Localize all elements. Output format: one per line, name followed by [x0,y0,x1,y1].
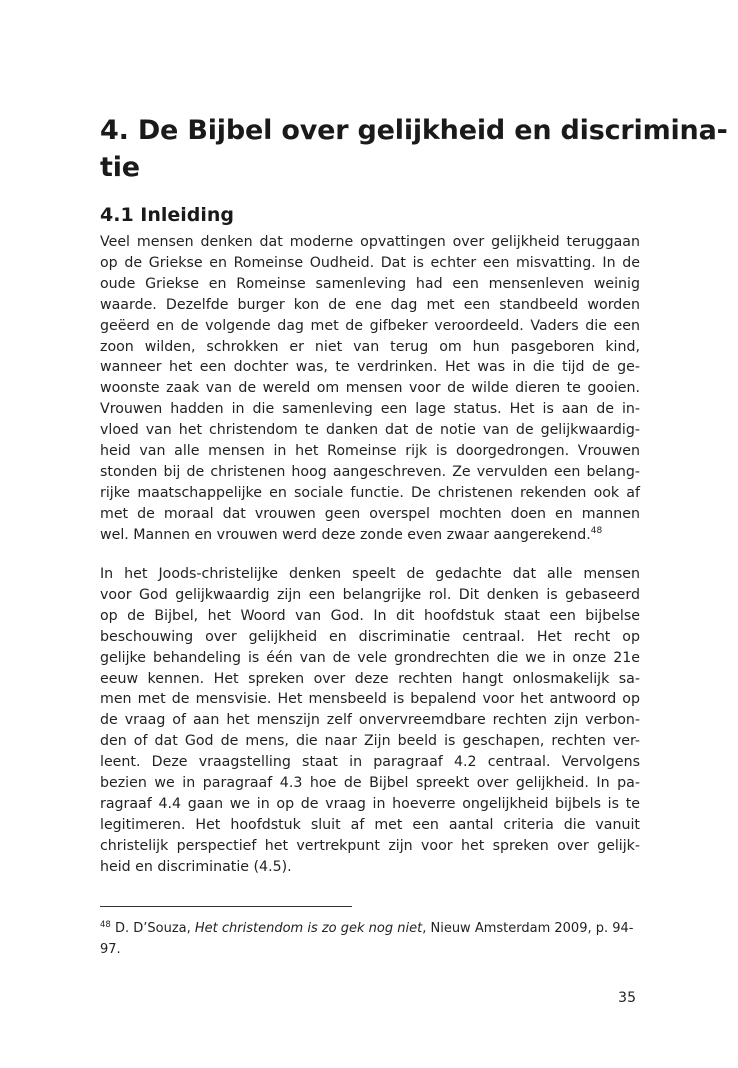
section-title: 4.1 Inleiding [100,204,235,226]
footnote-publication: , Nieuw Amsterdam 2009, p. 94- [422,921,634,936]
paragraph-line: voor God gelijkwaardig zijn een belangrijke rol. Dit denken is gebaseerd [100,586,640,603]
paragraph-line: men met de mensvisie. Het mensbeeld is bepalend voor het antwoord op [100,691,640,708]
paragraph-line: leent. Deze vraagstelling staat in paragraaf 4.2 centraal. Vervolgens [100,754,640,771]
paragraph-line: wanneer het een dochter was, te verdrinken. Het was in die tijd de ge- [100,359,640,376]
paragraph-line: gelijke behandeling is één van de vele grondrechten die we in onze 21e [100,649,640,666]
paragraph-line: op de Griekse en Romeinse Oudheid. Dat is echter een misvatting. In de [100,254,640,271]
footnote [100,918,634,960]
chapter-title-line: 4. De Bijbel over gelijkheid en discrimina- [100,115,728,146]
paragraph-line: rijke maatschappelijke en sociale functie. De christenen rekenden ook af [100,484,640,501]
paragraph-line: geëerd en de volgende dag met de gifbeker veroordeeld. Vaders die een [100,317,640,334]
paragraph-line: legitimeren. Het hoofdstuk sluit af met een aantal criteria die vanuit [100,816,640,833]
footnote-reference[interactable]: 48 [590,525,603,536]
paragraph-line: op de Bijbel, het Woord van God. In dit hoofdstuk staat een bijbelse [100,607,640,624]
footnote-divider [100,906,352,907]
paragraph-line: bezien we in paragraaf 4.3 hoe de Bijbel spreekt over gelijkheid. In pa- [100,775,640,792]
paragraph-line: stonden bij de christenen hoog aangeschreven. Ze vervulden een belang- [100,463,640,480]
paragraph-line: waarde. Dezelfde burger kon de ene dag met een standbeeld worden [100,296,640,313]
paragraph-line: beschouwing over gelijkheid en discriminatie centraal. Het recht op [100,628,640,645]
paragraph-line: oude Griekse en Romeinse samenleving had een mensenleven weinig [100,275,640,292]
footnote-book-title: Het christendom is zo gek nog niet [194,921,423,936]
footnote-author: D. D’Souza, [114,921,195,936]
paragraph-line: woonste zaak van de wereld om mensen voor de wilde dieren te gooien. [100,380,640,397]
chapter-title [100,112,728,186]
footnote-line [100,918,634,939]
paragraph-line: ragraaf 4.4 gaan we in op de vraag in hoeverre ongelijkheid bijbels is te [100,795,640,812]
paragraph-line: met de moraal dat vrouwen geen overspel mochten doen en mannen [100,505,640,522]
paragraph-line-last [100,525,640,546]
paragraph-line: Vrouwen hadden in die samenleving een lage status. Het is aan de in- [100,401,640,418]
footnote-line: 97. [100,942,121,957]
paragraph-line: heid van alle mensen in het Romeinse rijk is doorgedrongen. Vrouwen [100,443,640,460]
page-number: 35 [618,990,636,1006]
paragraph-line: eeuw kennen. Het spreken over deze rechten hangt onlosmakelijk sa- [100,670,640,687]
chapter-title-line: tie [100,152,140,183]
paragraph-line: Veel mensen denken dat moderne opvattingen over gelijkheid teruggaan [100,234,640,250]
paragraph-line: heid en discriminatie (4.5). [100,858,292,875]
paragraph-line: christelijk perspectief het vertrekpunt zijn voor het spreken over gelijk- [100,837,640,854]
paragraph-line: zoon wilden, schrokken er niet van terug om hun pasgeboren kind, [100,338,640,355]
paragraph-line: de vraag of aan het menszijn zelf onvervreemdbare rechten zijn verbon- [100,712,640,729]
paragraph-intro [100,232,640,546]
footnote-number: 48 [100,920,111,930]
paragraph-line: den of dat God de mens, die naar Zijn beeld is geschapen, rechten ver- [100,733,640,750]
paragraph-line: vloed van het christendom te danken dat de notie van de gelijkwaardig- [100,422,640,439]
book-page [100,0,728,1068]
paragraph-line-text: wel. Mannen en vrouwen werd deze zonde even zwaar aangerekend. [100,526,591,543]
paragraph-line: In het Joods-christelijke denken speelt de gedachte dat alle mensen [100,566,640,582]
paragraph-overview [100,564,640,878]
